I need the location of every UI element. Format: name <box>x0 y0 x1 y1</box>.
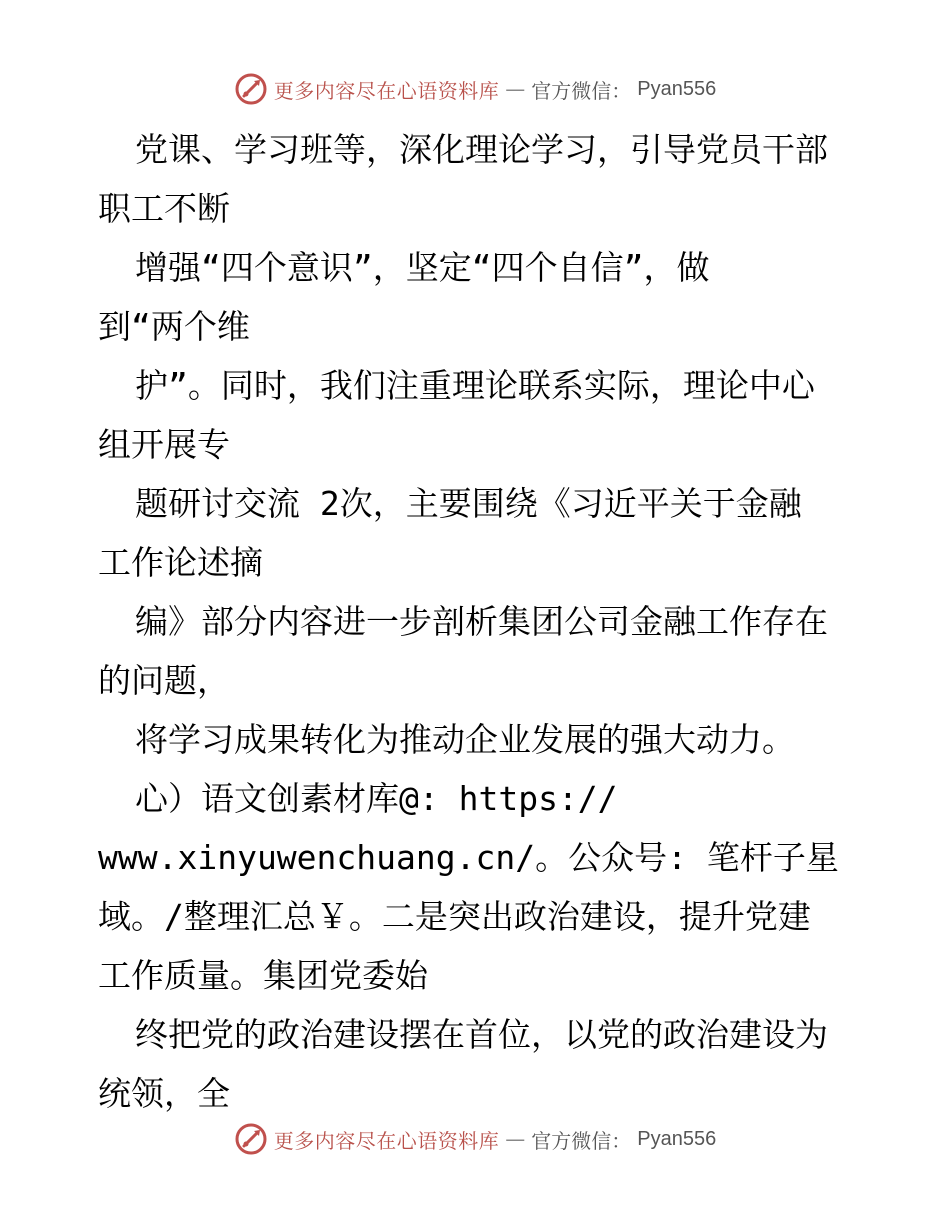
watermark-wechat-id: Pyan556 <box>637 77 717 100</box>
text-line: 增强“四个意识”，坚定“四个自信”，做 <box>135 248 710 287</box>
watermark-text: 更多内容尽在心语资料库 <box>273 1128 500 1153</box>
footer-watermark <box>0 1122 950 1156</box>
text-line: 党课、学习班等，深化理论学习，引导党员干部 <box>135 130 828 169</box>
watermark-wechat-id: Pyan556 <box>637 1127 717 1150</box>
text-line: 组开展专 <box>98 425 230 464</box>
text-line: 工作质量。集团党委始 <box>98 956 428 995</box>
watermark-separator: — <box>505 77 526 101</box>
text-line: 护”。同时，我们注重理论联系实际，理论中心 <box>135 366 815 405</box>
text-line: 工作论述摘 <box>98 543 263 582</box>
text-line: 到“两个维 <box>98 307 250 346</box>
watermark-wechat-label: 官方微信： <box>531 78 632 103</box>
logo-icon <box>234 72 268 106</box>
text-line: www.xinyuwenchuang.cn/。公众号: 笔杆子星 <box>98 838 839 877</box>
watermark-wechat-label: 官方微信： <box>531 1128 632 1153</box>
text-line: 终把党的政治建设摆在首位，以党的政治建设为 <box>135 1015 828 1054</box>
logo-icon <box>234 1122 268 1156</box>
text-line: 域。/整理汇总￥。二是突出政治建设，提升党建 <box>98 897 811 936</box>
text-line: 的问题， <box>98 661 230 700</box>
text-line: 编》部分内容进一步剖析集团公司金融工作存在 <box>135 602 828 641</box>
text-line: 统领，全 <box>98 1074 230 1113</box>
watermark-text: 更多内容尽在心语资料库 <box>273 78 500 103</box>
header-watermark <box>0 72 950 106</box>
text-line: 题研讨交流 2次，主要围绕《习近平关于金融 <box>135 484 802 523</box>
document-body <box>98 120 868 1123</box>
text-line: 职工不断 <box>98 189 230 228</box>
watermark-separator: — <box>505 1127 526 1151</box>
text-line: 心）语文创素材库@: https:// <box>135 779 618 818</box>
text-line: 将学习成果转化为推动企业发展的强大动力。 <box>135 720 795 759</box>
